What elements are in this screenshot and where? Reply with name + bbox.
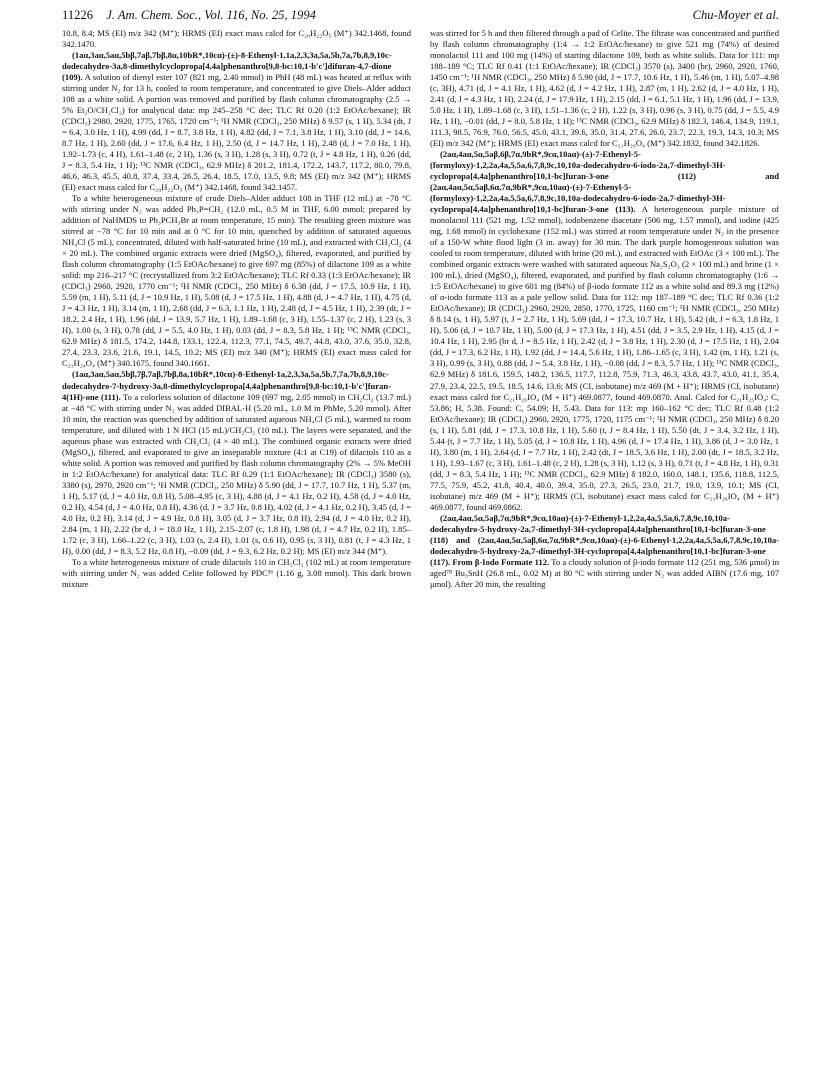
right-column: [430, 28, 779, 590]
paragraph-text: A heterogeneous purple mixture of monolactol 111 (521 mg, 1.52 mmol), iodobenzene diacetate (506 mg, 1.57 mmol), and iodine (425 mg, 1.68 mmol) in cyclohexane (152 mL) was stirred at room temperature under N₂ in the presence of a 150-W white flood light (3 in. away) for 30 min. The dark purple homogeneous solution was cooled to room temperature, diluted with brine (20 mL), and extracted with EtOAc (3 × 100 mL). The combined organic extracts were washed with saturated aqueous Na₂S₂O₃ (2 × 100 mL) and brine (1 × 100 mL), dried (MgSO₄), filtered, evaporated, and purified by flash column chromatography (1:6 → 1:5 EtOAc/hexane) to give 601 mg (84%) of β-iodo formate 112 as a white solid and 89.3 mg (12%) of α-iodo formate 113 as a pale yellow solid. Data for 112: mp 187–189 °C dec; TLC Rf 0.36 (1:2 EtOAc/hexane); IR (CDCl₃) 2960, 2920, 2850, 1770, 1725, 1160 cm⁻¹; ¹H NMR (CDCl₃, 250 MHz) δ 8.14 (s, 1 H), 5.97 (t, J = 2.7 Hz, 1 H), 5.69 (dd, J = 17.3, 10.7 Hz, 1 H), 5.42 (dt, J = 6.3, 1.8 Hz, 1 H), 5.06 (d, J = 10.7 Hz, 1 H), 5.00 (d, J = 17.3 Hz, 1 H), 4.51 (dd, J = 3.5, 2.9 Hz, 1 H), 4.15 (d, J = 10.4 Hz, 1 H), 2.95 (br d, J = 8.5 Hz, 1 H), 2.42 (d, J = 3.8 Hz, 1 H), 2.30 (d, J = 17.5 Hz, 1 H), 2.04 (dd, J = 17.3, 6.2 Hz, 1 H), 1.92 (dd, J = 14.4, 5.6 Hz, 1 H), 1.86–1.65 (c, 3 H), 1.42 (m, 1 H), 1.21 (s, 3 H), 0.99 (s, 3 H), 0.88 (dd, J = 5.4, 3.8 Hz, 1 H), −0.08 (dd, J = 8.3, 5.7 Hz, 1 H); ¹³C NMR (CDCl₃, 62.9 MHz) δ 181.6, 159.5, 148.2, 136.5, 117.7, 112.8, 75.9, 71.3, 46.3, 43.8, 43.7, 43.0, 41.1, 35.4, 27.9, 23.4, 22.5, 19.5, 18.5, 14.6, 13.6; MS (CI, isobutane) m/z 469 (M + H⁺); HRMS (CI, isobutane) exact mass calcd for C₂₁H₂₆IO₄ (M + H⁺) 469.0877, found 469.0870. Anal. Calcd for C₂₁H₂₅IO₄: C, 53.86; H, 5.38. Found: C, 54.09; H, 5.43. Data for 113: mp 160–162 °C dec; TLC Rf 0.48 (1:2 EtOAc/hexane); IR (CDCl₃) 2960, 2920, 1775, 1720, 1175 cm⁻¹; ¹H NMR (CDCl₃, 250 MHz) δ 8.20 (s, 1 H), 5.81 (dd, J = 17.3, 10.8 Hz, 1 H), 5.60 (t, J = 8.4 Hz, 1 H), 5.50 (dt, J = 3.4, 3.2 Hz, 1 H), 5.44 (t, J = 7.7 Hz, 1 H), 5.05 (d, J = 10.8 Hz, 1 H), 4.96 (d, J = 17.4 Hz, 1 H), 3.86 (d, J = 3.0 Hz, 1 H), 3.80 (m, 1 H), 2.64 (d, J = 7.7 Hz, 1 H), 2.42 (dt, J = 18.5, 3.6 Hz, 1 H), 2.00 (dt, J = 18.5, 3.2 Hz, 1 H), 1.93–1.67 (c, 3 H), 1.61–1.48 (c, 2 H), 1.28 (s, 3 H), 1.12 (s, 3 H), 0.71 (t, J = 4.8 Hz, 1 H), 0.31 (dd, J = 8.3, 5.4 Hz, 1 H); ¹³C NMR (CDCl₃, 62.9 MHz) δ 182.0, 160.0, 148.1, 135.6, 118.8, 112.5, 77.5, 75.9, 45.2, 41.8, 40.4, 40.0, 39.4, 35.0, 27.3, 26.5, 23.0, 21.7, 19.0, 13.9, 10.1; MS (CI, isobutane) m/z 469 (M + H⁺); HRMS (CI, isobutane) exact mass calcd for C₂₁H₂₆IO₄ (M + H⁺) 469.0877, found 469.0862.: [430, 204, 780, 512]
page-number: 11226: [62, 8, 94, 22]
paragraph-text: To a cloudy solution of β-iodo formate 112 (251 mg, 536 μmol) in aged⁷⁸ Bu₃SnH (26.8 mL, 0.02 M) at 80 °C with stirring under N₂ was added AIBN (17.6 mg, 107 μmol). After 20 min, the resulting: [430, 556, 779, 589]
paragraph-text: was stirred for 5 h and then filtered through a pad of Celite. The filtrate was concentrated and purified by flash column chromatography (1:4 → 1:2 EtOAc/hexane) to give 521 mg (74%) of desired monolactol 111 and 100 mg (14%) of starting dilactone 109, both as white solids. Data for 111: mp 188–189 °C; TLC Rf 0.41 (1:1 EtOAc/hexane); IR (CDCl₃) 3570 (s), 3400 (br), 2960, 2920, 1760, 1450 cm⁻¹; ¹H NMR (CDCl₃, 250 MHz) δ 5.90 (dd, J = 17.7, 10.6 Hz, 1 H), 5.46 (m, 1 H), 5.07–4.98 (c, 3H), 4.71 (d, J = 4.1 Hz, 1 H), 4.62 (d, J = 4.2 Hz, 1 H), 2.87 (m, 1 H), 2.62 (d, J = 4.0 Hz, 1 H), 2.41 (d, J = 4.3 Hz, 1 H), 2.24 (d, J = 17.9 Hz, 1 H), 2.15 (dd, J = 6.1, 5.1 Hz, 1 H), 1.96 (dd, J = 13.9, 5.0 Hz, 1 H), 1.89–1.68 (c, 3 H), 1.51–1.36 (c, 2 H), 1.22 (s, 3 H), 0.96 (s, 3 H), 0.75 (dd, J = 5.5, 4.9 Hz, 1 H), −0.01 (dd, J = 8.0, 5.8 Hz, 1 H); ¹³C NMR (CDCl₃, 62.9 MHz) δ 182.3, 146.4, 134.9, 119.1, 111.3, 98.5, 76.9, 76.0, 56.5, 45.0, 43.1, 39.6, 35.0, 31.4, 27.6, 26.0, 23.7, 22.3, 19.3, 14.3, 10.3; MS (EI) m/z 342 (M⁺); HRMS (EI) exact mass calcd for C₂₁H₂₆O₄ (M⁺) 342.1832, found 342.1826.: [430, 28, 779, 149]
paragraph: [430, 513, 779, 590]
header-left: [62, 8, 316, 23]
paragraph: [62, 50, 411, 193]
paragraph: [430, 28, 779, 149]
paragraph-text: To a white heterogeneous mixture of crude dilactols 110 in CH₂Cl₂ (102 mL) at room temperature with stirring under N₂ was added Celite followed by PDC³⁶ (1.16 g, 3.08 mmol). This dark brown mixture: [62, 556, 411, 589]
compound-heading: (2aα,4aα,5α,5aβ,6β,7α,9bR*,9cα,10aα)-(±)-7-Ethenyl-5-(formyloxy)-1,2,2a,4a,5,5a,6,7,8,9c,10,10a-dodecahydro-6-iodo-2a,7-dimethyl-3H-cyclopropa[4,4a]phenanthro[10,1-bc]furan-3-one (112) and (2aα,4aα,5α,5aβ,6α,7α,9bR*,9cα,10aα)-(±)-7-Ethenyl-5-(formyloxy)-1,2,2a,4a,5,5a,6,7,8,9c,10,10a-dodecahydro-6-iodo-2a,7-dimethyl-3H-cyclopropa[4,4a]phenanthro[10,1-bc]furan-3-one (113).: [430, 149, 779, 215]
paragraph-text: To a colorless solution of dilactone 109 (697 mg, 2.05 mmol) in CH₂Cl₂ (13.7 mL) at −48 °C with stirring under N₂ was added DIBAL-H (5.20 mL, 1.0 M in PhMe, 5.20 mmol). After 10 min, the reaction was quenched by addition of saturated aqueous NH₄Cl (5 mL), warmed to room temperature, and diluted with 1 N HCl (15 mL)/CH₂Cl₂ (10 mL). The layers were separated, and the aqueous phase was extracted with CH₂Cl₂ (4 × 40 mL). The combined organic extracts were dried (MgSO₄), filtered, and evaporated to give an inseparable mixture (4:1 at C19) of dilactols 110 as a white solid. A portion was removed and purified by flash column chromatography (2% → 5% MeOH in 1:2 EtOAc/hexane) for analytical data: TLC Rf 0.29 (1:1 EtOAc/hexane); IR (CDCl₃) 3580 (s), 3380 (s), 2970, 2920 cm⁻¹; ¹H NMR (CDCl₃, 250 MHz) δ 5.90 (dd, J = 17.7, 10.7 Hz, 1 H), 5.37 (m, 1 H), 5.17 (d, J = 4.0 Hz, 0.8 H), 5.08–4.95 (c, 3 H), 4.88 (d, J = 4.1 Hz, 0.2 H), 4.58 (d, J = 4.0 Hz, 0.2 H), 4.54 (d, J = 4.0 Hz, 0.8 H), 4.36 (d, J = 3.7 Hz, 0.8 H), 4.02 (d, J = 4.1 Hz, 0.2 H), 3.45 (d, J = 4.0 Hz, 0.2 H), 3.14 (d, J = 4.9 Hz, 0.8 H), 3.05 (d, J = 3.7 Hz, 0.8 H), 2.94 (d, J = 4.0 Hz, 0.2 H), 2.84 (m, 1 H), 2.22 (br d, J = 18.0 Hz, 1 H), 2.15–2.07 (c, 1.8 H), 1.98 (d, J = 4.7 Hz, 0.2 H), 1.85–1.72 (c, 3 H), 1.66–1.22 (c, 3 H), 1.03 (s, 2.4 H), 1.01 (s, 0.6 H), 0.95 (s, 3 H), 0.81 (t, J = 4.3 Hz, 1 H), 0.00 (dd, J = 8.3, 5.2 Hz, 0.8 H), −0.09 (dd, J = 9.3, 6.2 Hz, 0.2 H); MS (EI) m/z 344 (M⁺).: [62, 391, 411, 556]
journal-citation: J. Am. Chem. Soc., Vol. 116, No. 25, 1994: [106, 8, 316, 22]
header-authors: Chu-Moyer et al.: [692, 8, 779, 22]
compound-heading: (1aα,3aα,5aα,5bβ,7β,7aβ,7bβ,8a,10bR*,10cα)-8-Ethenyl-1a,2,3,3a,5a,5b,7,7a,7b,8,9,10c-dodecahydro-7-hydroxy-3a,8-dimethylcyclopropa[4,4a]phenanthro[9,8-bc:10,1-b′c′]furan-4(1H)-one (111).: [62, 369, 391, 402]
compound-heading: (2aα,4aα,5α,5aβ,7α,9bR*,9cα,10aα)-(±)-7-Ethenyl-1,2,2a,4a,5,5a,6,7,8,9c,10,10a-dodecahydro-5-hydroxy-2a,7-dimethyl-3H-cyclopropa[4,4a]phenanthro[10,1-bc]furan-3-one (118) and (2aα,4aα,5α,5aβ,6α,7α,9bR*,9cα,10aα)-(±)-6-Ethenyl-1,2,2a,4a,5,5a,6,7,8,9c,10,10a-dodecahydro-5-hydroxy-2a,7-dimethyl-3H-cyclopropa[4,4a]phenanthro[10,1-bc]furan-3-one (117). From β-Iodo Formate 112.: [430, 512, 779, 567]
paragraph-text: 10.8, 8.4; MS (EI) m/z 342 (M⁺); HRMS (EI) exact mass calcd for C₂₀H₂₂O₅ (M⁺) 342.1468, found 342.1470.: [62, 28, 411, 50]
page-header: [62, 8, 779, 30]
compound-heading: (1aα,3aα,5aα,5bβ,7aβ,7bβ,8α,10bR*,10cα)-(±)-8-Ethenyl-1,1a,2,3,3a,5a,5b,7a,7b,8,9,10c-dodecahydro-3a,8-dimethylcyclopropa[4,4a]phenanthro[9,8-bc:10,1-b′c′]difuran-4,7-dione (109).: [62, 50, 392, 83]
left-column: [62, 28, 411, 590]
paragraph: [62, 557, 411, 590]
paragraph: [62, 28, 411, 50]
paragraph: [430, 149, 779, 513]
paragraph: [62, 369, 411, 556]
paragraph-text: To a white heterogeneous mixture of crude Diels–Alder adduct 108 in THF (12 mL) at −78 °C with stirring under N₂ was added Ph₃P=CH₂ (12.0 mL, 0.5 M in THF, 6.00 mmol; prepared by addition of NaHMDS to Ph₃PCH₃Br at room temperature, 15 min). The resulting green mixture was stirred at −78 °C for 10 min and at 0 °C for 10 min, quenched by addition of saturated aqueous NH₄Cl (5 mL), concentrated, diluted with half-saturated brine (10 mL), and extracted with CH₂Cl₂ (4 × 20 mL). The combined organic extracts were dried (MgSO₄), filtered, evaporated, and purified by flash column chromatography (1:5 EtOAc/hexane) to give 697 mg (85%) of dilactone 109 as a white solid: mp 216–217 °C (recrystallized from 3:2 EtOAc/hexane); TLC Rf 0.33 (1:3 EtOAc/hexane); IR (CDCl₃) 2960, 2920, 1770 cm⁻¹; ¹H NMR (CDCl₃, 250 MHz) δ 6.38 (dd, J = 17.5, 10.9 Hz, 1 H), 5.59 (m, 1 H), 5.11 (d, J = 10.9 Hz, 1 H), 5.08 (d, J = 17.5 Hz, 1 H), 4.88 (d, J = 4.7 Hz, 1 H), 4.75 (d, J = 4.3 Hz, 1 H), 3.14 (m, 1 H), 2.68 (dd, J = 6.3, 1.1 Hz, 1 H), 2.48 (d, J = 4.5 Hz, 1 H), 2.39 (dt, J = 18.2, 2.4 Hz, 1 H), 1.96 (dd, J = 13.9, 5.7 Hz, 1 H), 1.89–1.68 (c, 3 H), 1.55–1.37 (c, 2 H), 1.23 (s, 3 H), 1.00 (s, 3 H), 0.78 (dd, J = 5.5, 4.0 Hz, 1 H), 0.03 (dd, J = 8.3, 5.8 Hz, 1 H); ¹³C NMR (CDCl₃, 62.9 MHz) δ 181.5, 174.2, 144.8, 133.1, 122.4, 112.3, 77.1, 74.5, 49.7, 44.8, 43.0, 37.6, 35.0, 32.8, 27.4, 23.3, 23.6, 21.6, 19.1, 14.5, 10.2; MS (EI) m/z 340 (M⁺); HRMS (EI) exact mass calcd for C₂₁H₂₄O₄ (M⁺) 340.1675, found 340.1661.: [62, 193, 411, 369]
paragraph-text: A solution of dienyl ester 107 (821 mg, 2.40 mmol) in PhH (48 mL) was heated at reflux with stirring under N₂ for 13 h, cooled to room temperature, and concentrated to give Diels–Alder adduct 108 as a white solid. A portion was removed and purified by flash column chromatography (2.5 → 5% Et₂O/CH₂Cl₂) for analytical data: mp 245–258 °C dec; TLC Rf 0.20 (1:2 EtOAc/hexane); IR (CDCl₃) 2980, 2920, 1775, 1765, 1720 cm⁻¹; ¹H NMR (CDCl₃, 250 MHz) δ 9.57 (s, 1 H), 5.34 (dt, J = 6.4, 3.0 Hz, 1 H), 4.99 (dd, J = 8.7, 3.8 Hz, 1 H), 4.82 (dd, J = 7.1, 3.8 Hz, 1 H), 3.10 (dd, J = 14.6, 8.7 Hz, 1 H), 2.60 (dd, J = 17.6, 6.4 Hz, 1 H), 2.50 (d, J = 14.7 Hz, 1 H), 2.48 (d, J = 7.0 Hz, 1 H), 1.92–1.73 (c, 4 H), 1.61–1.48 (c, 2 H), 1.36 (s, 3 H), 1.28 (s, 3 H), 0.72 (t, J = 4.8 Hz, 1 H), 0.26 (dd, J = 8.3, 5.4 Hz, 1 H); ¹³C NMR (CDCl₃, 62.9 MHz) δ 201.2, 181.4, 172.2, 143.7, 117.2, 80.0, 79.8, 46.6, 46.3, 45.5, 40.8, 37.4, 33.4, 26.5, 26.4, 18.5, 17.0, 13.5, 9.8; MS (EI) m/z 342 (M⁺); HRMS (EI) exact mass calcd for C₂₀H₂₂O₅ (M⁺) 342.1468, found 342.1457.: [62, 72, 411, 193]
paragraph: [62, 193, 411, 369]
